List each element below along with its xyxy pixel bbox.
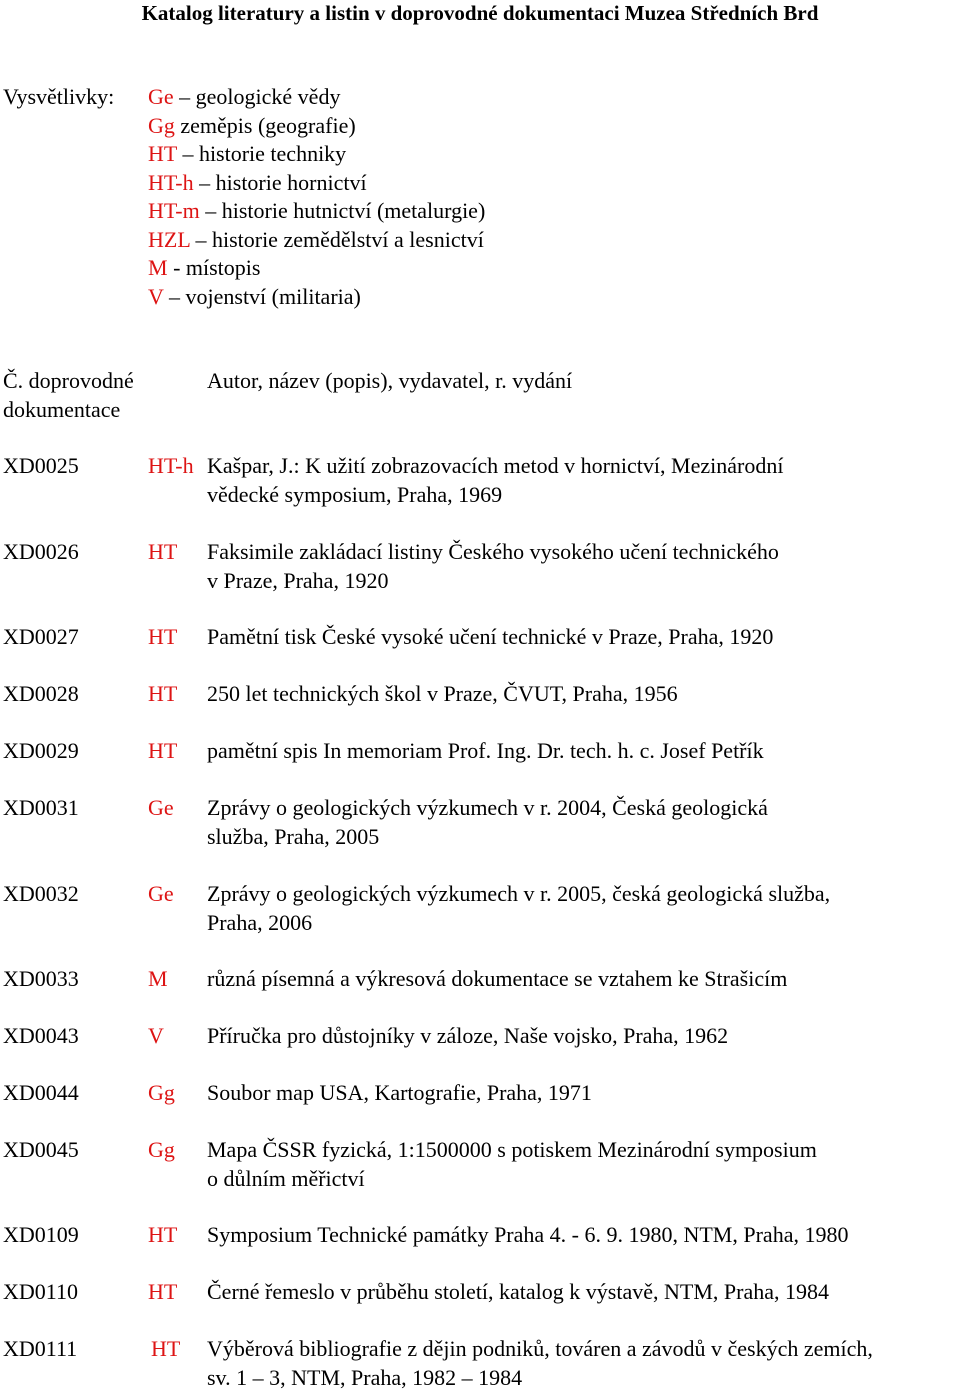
row-description (207, 737, 959, 766)
table-row (0, 452, 960, 510)
column-header-document-number: Č. doprovodné dokumentace (3, 368, 134, 422)
row-id: XD0027 (3, 624, 79, 649)
row-category: HT (148, 539, 178, 564)
row-description-line1: Černé řemeslo v průběhu století, katalog k výstavě, NTM, Praha, 1984 (207, 1279, 829, 1304)
row-description (207, 1022, 959, 1051)
row-description (207, 1335, 959, 1392)
row-id: XD0028 (3, 681, 79, 706)
legend-code: Gg (148, 112, 175, 138)
table-row (0, 1221, 960, 1279)
row-description-line1: Mapa ČSSR fyzická, 1:1500000 s potiskem Mezinárodní symposium (207, 1137, 817, 1162)
row-id: XD0026 (3, 539, 79, 564)
row-description-line1: různá písemná a výkresová dokumentace se vztahem ke Strašicím (207, 966, 788, 991)
row-description-line2: služba, Praha, 2005 (207, 823, 380, 849)
row-description-line1: Faksimile zakládací listiny Českého vysokého učení technického (207, 539, 779, 564)
legend-item (148, 226, 485, 255)
row-category: HT (148, 1279, 178, 1304)
row-description-line2: o důlním měřictví (207, 1165, 365, 1191)
row-description-line1: Soubor map USA, Kartografie, Praha, 1971 (207, 1080, 592, 1105)
table-row (0, 880, 960, 938)
row-description-line2: vědecké symposium, Praha, 1969 (207, 481, 503, 507)
row-id: XD0033 (3, 966, 79, 991)
row-description-line1: Příručka pro důstojníky v záloze, Naše vojsko, Praha, 1962 (207, 1023, 729, 1048)
row-category: HT (148, 738, 178, 763)
legend-text: - místopis (167, 255, 261, 280)
legend-text: – vojenství (militaria) (163, 283, 361, 309)
row-category: HT-h (148, 453, 194, 478)
row-description (207, 538, 959, 595)
legend-text: – historie hutnictví (metalurgie) (199, 198, 486, 223)
legend-list (148, 83, 485, 311)
row-description (207, 1079, 959, 1108)
legend-code: V (148, 283, 164, 309)
row-description (207, 880, 959, 937)
row-category: Ge (148, 881, 174, 906)
row-category: HT (151, 1336, 181, 1361)
row-category: HT (148, 624, 178, 649)
row-description-line1: Zprávy o geologických výzkumech v r. 2005, česká geologická služba, (207, 881, 831, 906)
page-title: Katalog literatury a listin v doprovodné dokumentaci Muzea Středních Brd (141, 1, 819, 25)
row-id: XD0032 (3, 881, 79, 906)
row-category: Gg (148, 1137, 175, 1162)
row-id: XD0110 (3, 1279, 78, 1304)
row-category: HT (148, 681, 178, 706)
legend-text: zeměpis (geografie) (174, 112, 356, 138)
table-row (0, 538, 960, 596)
legend-item (148, 254, 485, 283)
row-description-line2: v Praze, Praha, 1920 (207, 567, 389, 593)
legend-text: – historie hornictví (193, 169, 367, 195)
row-description-line1: Pamětní tisk České vysoké učení technické v Praze, Praha, 1920 (207, 624, 774, 649)
row-description (207, 1278, 959, 1307)
row-id: XD0045 (3, 1137, 79, 1162)
table-row (0, 1335, 960, 1393)
legend-item (148, 83, 485, 112)
row-description-line1: Kašpar, J.: K užití zobrazovacích metod v hornictví, Mezinárodní (207, 453, 784, 478)
row-id: XD0031 (3, 795, 79, 820)
table-row (0, 623, 960, 681)
legend-item (148, 169, 485, 198)
table-row (0, 1022, 960, 1080)
row-id: XD0025 (3, 453, 79, 478)
row-category: HT (148, 1222, 178, 1247)
table-row (0, 737, 960, 795)
row-category: V (148, 1023, 164, 1048)
legend-text: – historie techniky (176, 141, 347, 166)
table-row (0, 965, 960, 1023)
legend-code: HT (148, 141, 177, 166)
column-header-description: Autor, název (popis), vydavatel, r. vydání (207, 368, 573, 393)
table-row (0, 680, 960, 738)
legend-item (148, 283, 485, 312)
row-description-line1: Symposium Technické památky Praha 4. - 6. 9. 1980, NTM, Praha, 1980 (207, 1222, 849, 1247)
row-description (207, 452, 959, 509)
row-id: XD0109 (3, 1222, 79, 1247)
legend-label: Vysvětlivky: (3, 84, 115, 109)
legend-text: – geologické vědy (173, 84, 341, 109)
row-description-line2: Praha, 2006 (207, 909, 313, 935)
row-id: XD0044 (3, 1080, 79, 1105)
row-id: XD0043 (3, 1023, 79, 1048)
table-row (0, 1136, 960, 1194)
row-description-line2: sv. 1 – 3, NTM, Praha, 1982 – 1984 (207, 1364, 523, 1390)
row-category: Gg (148, 1080, 175, 1105)
legend-item (148, 197, 485, 226)
legend-text: – historie zemědělství a lesnictví (189, 226, 484, 252)
row-category: Ge (148, 795, 174, 820)
row-description-line1: pamětní spis In memoriam Prof. Ing. Dr. tech. h. c. Josef Petřík (207, 738, 764, 763)
table-row (0, 1278, 960, 1336)
table-row (0, 794, 960, 852)
legend-code: HZL (148, 226, 190, 252)
row-description (207, 794, 959, 851)
row-description (207, 965, 959, 994)
row-description-line1: Zprávy o geologických výzkumech v r. 2004, Česká geologická (207, 795, 768, 820)
row-description-line1: Výběrová bibliografie z dějin podniků, továren a závodů v českých zemích, (207, 1336, 873, 1361)
row-description (207, 680, 959, 709)
row-description (207, 1221, 959, 1250)
row-id: XD0111 (3, 1336, 78, 1361)
row-category: M (148, 966, 168, 991)
legend-item (148, 140, 485, 169)
row-description (207, 623, 959, 652)
table-row (0, 1079, 960, 1137)
legend-code: HT-h (148, 169, 194, 195)
row-description (207, 1136, 959, 1193)
row-description-line1: 250 let technických škol v Praze, ČVUT, Praha, 1956 (207, 681, 678, 706)
legend-item (148, 112, 485, 141)
legend-code: Ge (148, 84, 174, 109)
row-id: XD0029 (3, 738, 79, 763)
legend-code: M (148, 255, 168, 280)
legend-code: HT-m (148, 198, 200, 223)
